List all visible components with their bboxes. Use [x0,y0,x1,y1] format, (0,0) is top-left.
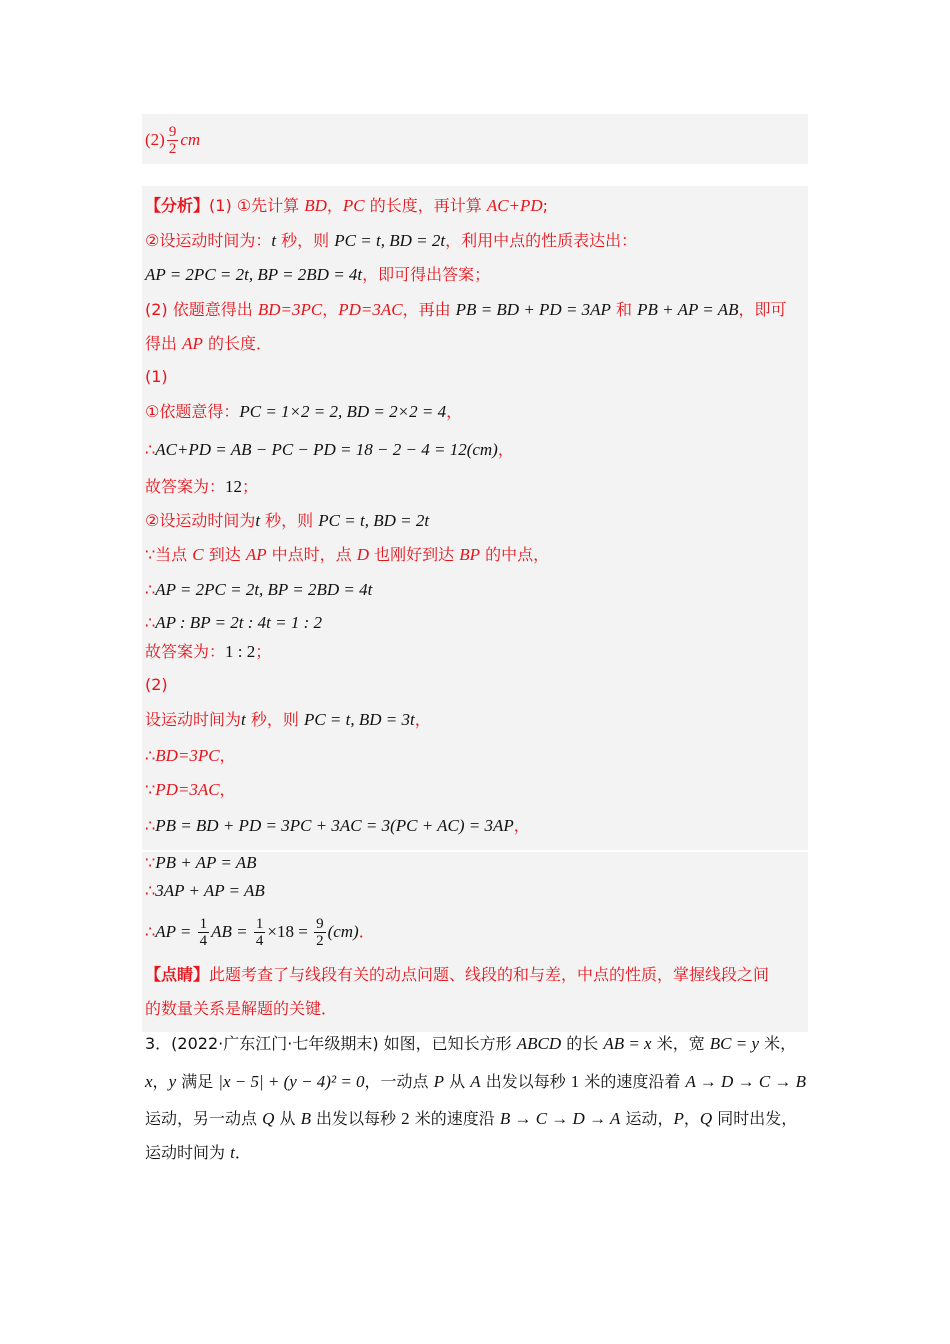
solution2-step-7: ∴AP = $\frac{1}{4}$ AB = $\frac{1}{4}$ ×18 = $\frac{9}{2}$ (cm)． [145,916,375,949]
solution-answer-2: 故答案为：1 : 2； [145,642,272,661]
solution2-step-2: ∴BD=3PC， [145,746,236,765]
question-3-line-3: 运动，另一动点 Q 从 B 出发以每秒 2 米的速度沿 B → C → D → A 运动，P，Q 同时出发， [145,1109,798,1128]
solution-part-2: (2) [145,675,168,694]
analysis-line-3: AP = 2PC = 2t, BP = 2BD = 4t，即可得出答案； [145,265,491,284]
question-3-line-4: 运动时间为 t． [145,1143,251,1162]
solution2-step-6: ∴3AP + AP = AB [145,881,265,900]
section-2-answer: (2) $\frac{9}{2}$ cm [145,124,201,157]
solution2-step-3: ∵PD=3AC， [145,780,236,799]
analysis-line-2: ②设运动时间为：t 秒，则 PC = t, BD = 2t，利用中点的性质表达出： [145,231,638,250]
analysis-line-4: (2) 依题意得出 BD=3PC，PD=3AC，再由 PB = BD + PD = 3AP 和 PB + AP = AB，即可 [145,300,787,319]
solution-answer-1: 故答案为：12； [145,477,259,496]
question-3-line-1: 3．(2022·广东江门·七年级期末) 如图，已知长方形 ABCD 的长 AB = x 米，宽 BC = y 米， [145,1034,797,1053]
question-3-line-2: x，y 满足 |x − 5| + (y − 4)² = 0，一动点 P 从 A 出发以每秒 1 米的速度沿着 A → D → C → B [145,1072,807,1091]
comment-line-1: 【点睛】此题考查了与线段有关的动点问题、线段的和与差，中点的性质，掌握线段之间 [145,965,770,984]
fraction: $\frac{9}{2}$ [316,916,324,949]
solution-step-5: ∴AP = 2PC = 2t, BP = 2BD = 4t [145,580,373,599]
fraction: $\frac{9}{2}$ [168,124,177,157]
solution2-step-4: ∴PB = BD + PD = 3PC + 3AC = 3(PC + AC) = 3AP， [145,816,530,835]
solution-part-1: (1) [145,367,168,386]
solution-step-6: ∴AP : BP = 2t : 4t = 1 : 2 [145,613,322,632]
solution2-step-5: ∵PB + AP = AB [145,853,257,872]
solution-step-2: ∴AC+PD = AB − PC − PD = 18 − 2 − 4 = 12(cm)， [145,440,514,459]
solution-step-1: ①依题意得：PC = 1×2 = 2, BD = 2×2 = 4， [145,402,463,421]
analysis-line-1: 【分析】(1) ①先计算 BD，PC 的长度，再计算 AC+PD; [145,196,549,215]
answer-shade-top [142,114,808,164]
solution-step-4: ∵当点 C 到达 AP 中点时，点 D 也刚好到达 BP 的中点， [145,545,550,564]
fraction: $\frac{1}{4}$ [199,916,208,949]
solution2-step-1: 设运动时间为t 秒，则 PC = t, BD = 3t， [145,710,431,729]
comment-line-2: 的数量关系是解题的关键． [145,999,338,1018]
fraction: $\frac{1}{4}$ [255,916,264,949]
analysis-line-5: 得出 AP 的长度． [145,334,272,353]
solution-step-3: ②设运动时间为t 秒，则 PC = t, BD = 2t [145,511,430,530]
